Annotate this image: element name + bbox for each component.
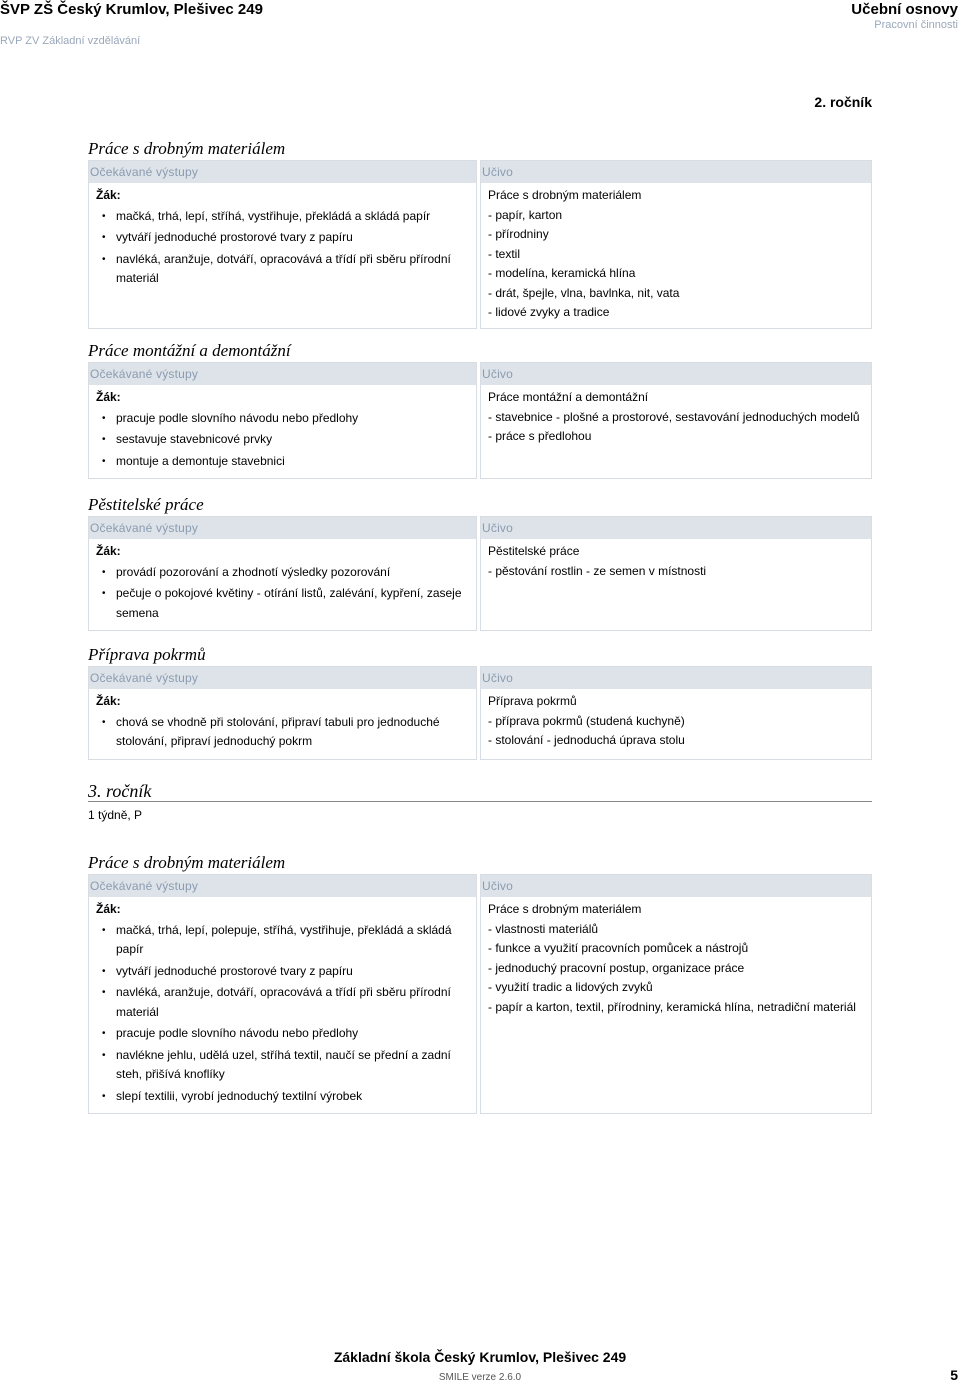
pupil-label: Žák: xyxy=(96,902,121,916)
outcome-item: • pracuje podle slovního návodu nebo předlohy xyxy=(96,1024,468,1044)
curriculum-line: Pěstitelské práce xyxy=(488,544,580,558)
outcomes-column xyxy=(88,362,477,479)
section-title: Práce montážní a demontážní xyxy=(88,341,291,360)
curriculum-line: Práce s drobným materiálem xyxy=(488,188,642,202)
footer-version: SMILE verze 2.6.0 xyxy=(438,1372,522,1383)
section-pestitelske-prace xyxy=(88,494,872,631)
outcomes-header: Očekávané výstupy xyxy=(89,667,476,689)
outcome-item: • mačká, trhá, lepí, polepuje, stříhá, vystřihuje, překládá a skládá papír xyxy=(96,921,468,960)
outcomes-header: Očekávané výstupy xyxy=(89,875,476,897)
section-priprava-pokrmu xyxy=(88,644,872,760)
section-title: Pěstitelské práce xyxy=(88,495,204,514)
pupil-label: Žák: xyxy=(96,390,121,404)
outcome-item: • navléká, aranžuje, dotváří, opracovává a třídí při sběru přírodní materiál xyxy=(96,250,468,289)
curriculum-line: - stavebnice - plošné a prostorové, sestavování jednoduchých modelů xyxy=(488,409,860,424)
school-title: ŠVP ZŠ Český Krumlov, Plešivec 249 xyxy=(0,1,263,18)
curriculum-line: - jednoduchý pracovní postup, organizace práce xyxy=(488,960,745,975)
curriculum-line: - textil xyxy=(488,246,521,261)
grade-3-block xyxy=(88,781,872,822)
outcomes-column xyxy=(88,874,477,1114)
outcomes-header: Očekávané výstupy xyxy=(89,363,476,385)
curriculum-header: Učivo xyxy=(481,363,871,385)
curriculum-line: - stolování - jednoduchá úprava stolu xyxy=(488,733,685,747)
curriculum-line: - modelína, keramická hlína xyxy=(488,266,636,280)
outcome-item: • navléká, aranžuje, dotváří, opracovává a třídí při sběru přírodní materiál xyxy=(96,983,468,1022)
outcome-item: • chová se vhodně při stolování, připraví tabuli pro jednoduché stolování, připraví jednoduchý pokrm xyxy=(96,713,468,752)
outcome-item: • pečuje o pokojové květiny - otírání listů, zalévání, kypření, zaseje semena xyxy=(96,584,468,623)
section-drobny-material-g3 xyxy=(88,852,872,1114)
outcome-item: • mačká, trhá, lepí, stříhá, vystřihuje, překládá a skládá papír xyxy=(96,207,468,227)
curriculum-line: - vlastnosti materiálů xyxy=(488,921,599,936)
footer-school-name: Základní škola Český Krumlov, Plešivec 249 xyxy=(333,1349,627,1365)
outcome-item: • slepí textilii, vyrobí jednoduchý textilní výrobek xyxy=(96,1087,468,1107)
curriculum-line: - příprava pokrmů (studená kuchyně) xyxy=(488,713,685,728)
curriculum-line: Práce montážní a demontážní xyxy=(488,390,649,404)
curriculum-header: Učivo xyxy=(481,875,871,897)
curriculum-line: - pěstování rostlin - ze semen v místnosti xyxy=(488,563,707,578)
subject-name: Pracovní činnosti xyxy=(874,19,958,31)
curriculum-header: Učivo xyxy=(481,161,871,183)
section-title: Práce s drobným materiálem xyxy=(88,139,286,158)
document-title: Učební osnovy xyxy=(851,1,958,18)
outcomes-header: Očekávané výstupy xyxy=(89,161,476,183)
curriculum-line: - drát, špejle, vlna, bavlnka, nit, vata xyxy=(488,285,680,300)
page-number: 5 xyxy=(950,1367,958,1383)
outcomes-column xyxy=(88,666,477,760)
outcome-item: • vytváří jednoduché prostorové tvary z papíru xyxy=(96,962,468,982)
curriculum-line: Práce s drobným materiálem xyxy=(488,902,642,916)
curriculum-column xyxy=(480,874,872,1114)
curriculum-line: - papír, karton xyxy=(488,207,563,222)
curriculum-line: - využití tradic a lidových zvyků xyxy=(488,980,653,994)
section-title: Práce s drobným materiálem xyxy=(88,853,286,872)
outcomes-header: Očekávané výstupy xyxy=(89,517,476,539)
weekly-hours: 1 týdně, P xyxy=(88,808,143,822)
grade-2-heading: 2. ročník xyxy=(814,94,872,110)
outcomes-column xyxy=(88,516,477,631)
curriculum-line: - přírodniny xyxy=(488,227,549,241)
curriculum-column xyxy=(480,362,872,479)
curriculum-header: Učivo xyxy=(481,517,871,539)
outcome-item: • provádí pozorování a zhodnotí výsledky pozorování xyxy=(96,563,468,583)
outcome-item: • vytváří jednoduché prostorové tvary z papíru xyxy=(96,228,468,248)
outcome-item: • navlékne jehlu, udělá uzel, stříhá textil, naučí se přední a zadní steh, přišívá knoflíky xyxy=(96,1046,468,1085)
section-montazni-prace xyxy=(88,340,872,479)
curriculum-line: - papír a karton, textil, přírodniny, keramická hlína, netradiční materiál xyxy=(488,999,856,1014)
curriculum-column xyxy=(480,160,872,329)
curriculum-column xyxy=(480,516,872,631)
outcome-item: • sestavuje stavebnicové prvky xyxy=(96,430,468,450)
curriculum-line: Příprava pokrmů xyxy=(488,694,577,708)
curriculum-line: - práce s předlohou xyxy=(488,429,592,443)
outcome-item: • montuje a demontuje stavebnici xyxy=(96,452,468,472)
section-title: Příprava pokrmů xyxy=(88,645,206,664)
curriculum-line: - lidové zvyky a tradice xyxy=(488,305,610,319)
rvp-label: RVP ZV Základní vzdělávání xyxy=(0,35,141,47)
curriculum-line: - funkce a využití pracovních pomůcek a nástrojů xyxy=(488,941,749,955)
section-drobny-material-g2 xyxy=(88,138,872,329)
curriculum-column xyxy=(480,666,872,760)
pupil-label: Žák: xyxy=(96,188,121,202)
outcomes-column xyxy=(88,160,477,329)
outcome-item: • pracuje podle slovního návodu nebo předlohy xyxy=(96,409,468,429)
pupil-label: Žák: xyxy=(96,694,121,708)
pupil-label: Žák: xyxy=(96,544,121,558)
curriculum-header: Učivo xyxy=(481,667,871,689)
grade-3-heading: 3. ročník xyxy=(88,781,872,802)
